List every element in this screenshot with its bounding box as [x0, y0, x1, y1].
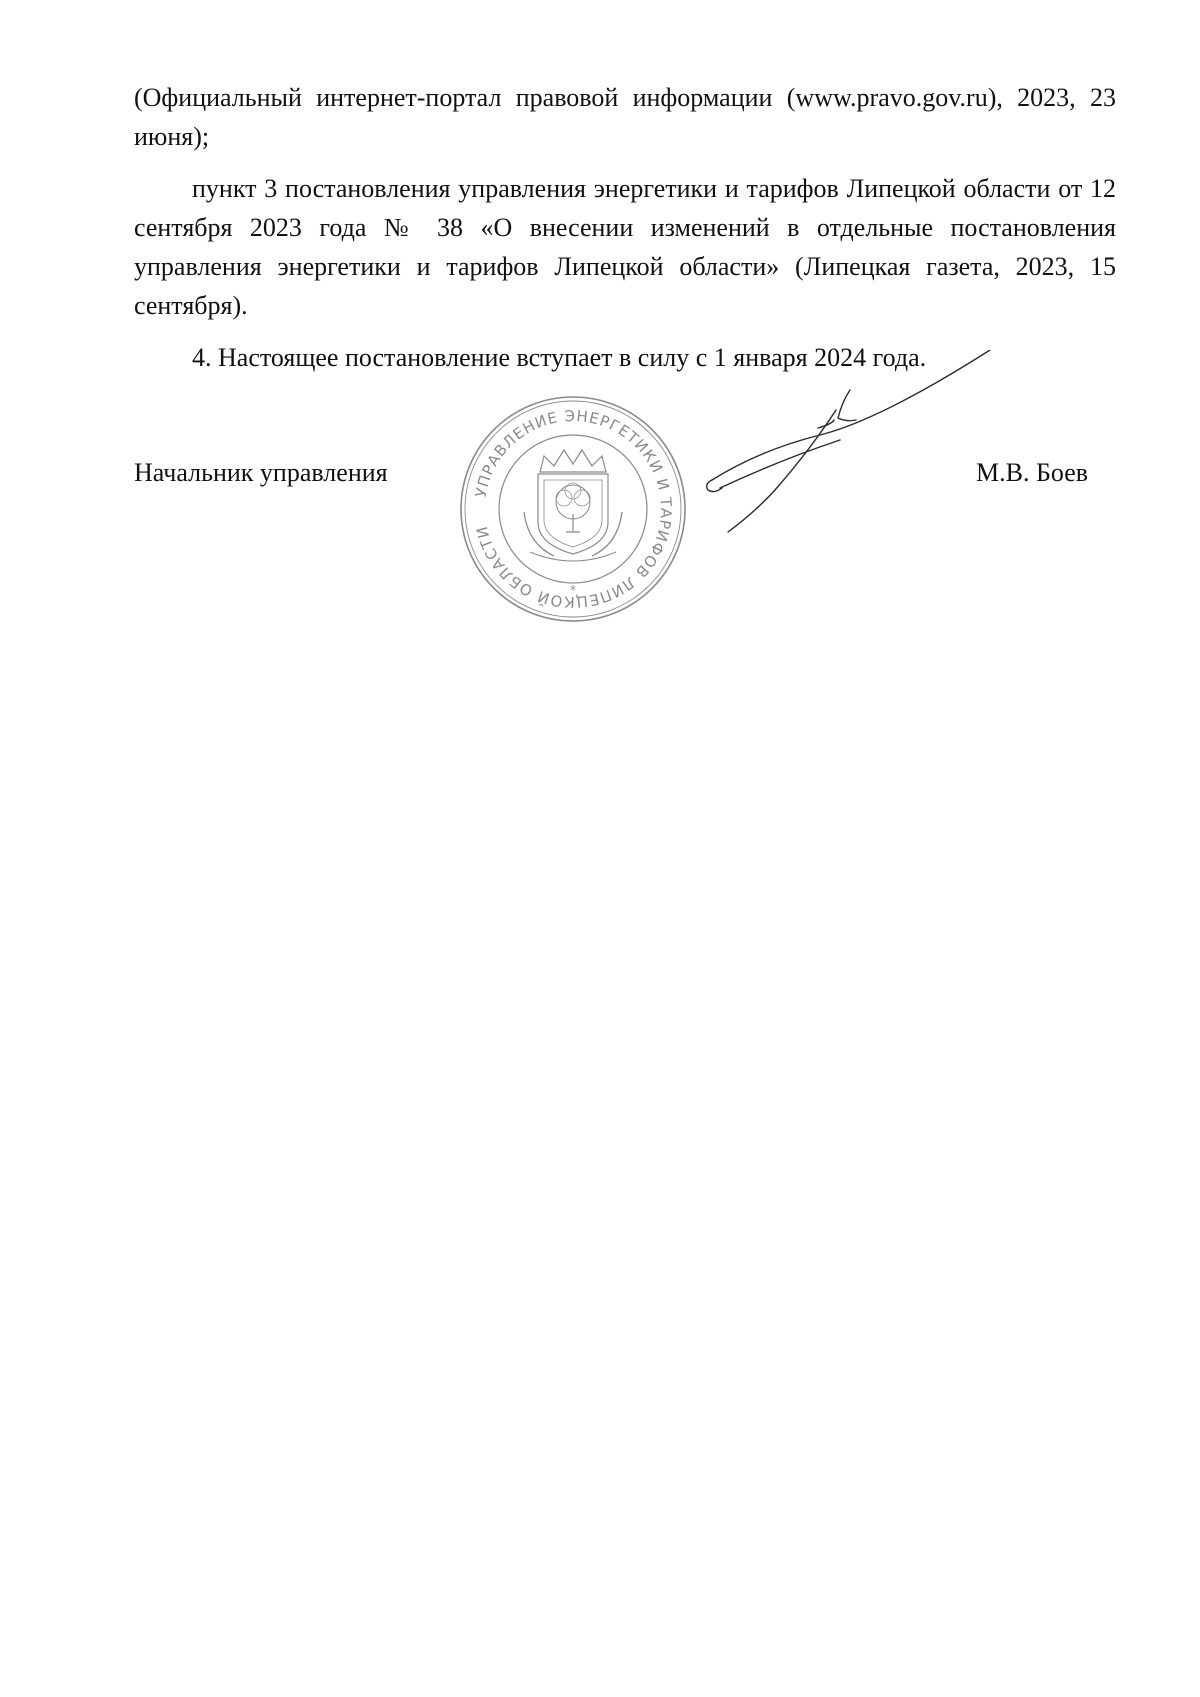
paragraph-source-citation: (Официальный интернет-портал правовой информации (www.pravo.gov.ru), 2023, 23 июня);	[134, 83, 1116, 151]
official-seal-stamp	[458, 394, 688, 624]
coat-of-arms-emblem	[524, 450, 622, 561]
signer-position-title: Начальник управления	[134, 458, 388, 487]
svg-text:*: *	[570, 583, 576, 597]
seal-ring-text: УПРАВЛЕНИЕ ЭНЕРГЕТИКИ И ТАРИФОВ ЛИПЕЦКОЙ ОБЛАСТИ	[471, 406, 676, 612]
signer-name: М.В. Боев	[976, 458, 1089, 487]
handwritten-signature	[700, 350, 1000, 540]
paragraph-item-3: пункт 3 постановления управления энергетики и тарифов Липецкой области от 12 сентября 2023 года № 38 «О внесении изменений в отдельные постановления управления энергетики и тарифов Липецкой области» (Липецкая газета, 2023, 15 сентября).	[134, 174, 1116, 320]
document-body	[134, 78, 1116, 390]
svg-text:УПРАВЛЕНИЕ ЭНЕРГЕТИКИ И ТАРИФО	[472, 407, 675, 611]
paragraph-item-4: 4. Настоящее постановление вступает в силу с 1 января 2024 года.	[192, 343, 927, 372]
